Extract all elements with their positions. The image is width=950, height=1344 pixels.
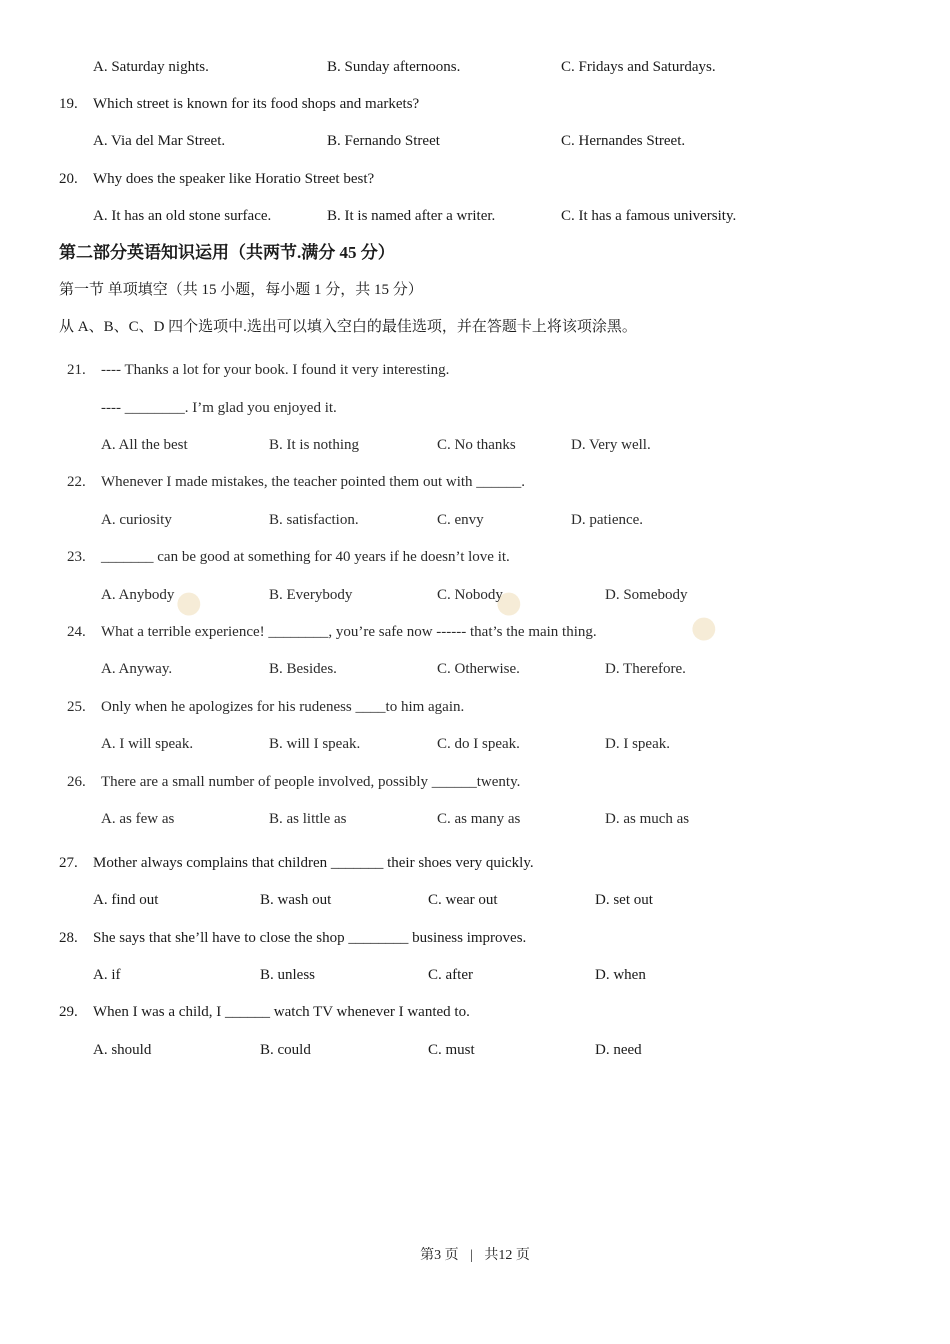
q20-stem: Why does the speaker like Horatio Street best? (93, 171, 375, 187)
q29-option-d: D. need (595, 1042, 642, 1058)
part2-title: 第二部分英语知识运用（共两节.满分 45 分） (59, 243, 395, 262)
q20-number: 20. (59, 171, 78, 187)
q25-number: 25. (67, 699, 86, 715)
q28-option-c: C. after (428, 967, 473, 983)
q24-stem: What a terrible experience! ________, you’re safe now ------ that’s the main thing. (101, 624, 597, 640)
q20-option-b: B. It is named after a writer. (327, 208, 496, 224)
q27-stem: Mother always complains that children _______ their shoes very quickly. (93, 855, 534, 871)
q26-option-c: C. as many as (437, 811, 521, 827)
footer-separator: | (470, 1248, 473, 1263)
q22-number: 22. (67, 474, 86, 490)
q28-option-a: A. if (93, 967, 121, 983)
q28-option-d: D. when (595, 967, 646, 983)
section1-instruction: 从 A、B、C、D 四个选项中.选出可以填入空白的最佳选项，并在答题卡上将该项涂黑。 (59, 319, 637, 335)
page-footer (0, 1244, 950, 1264)
q24-option-c: C. Otherwise. (437, 661, 520, 677)
q24-option-b: B. Besides. (269, 661, 337, 677)
q29-option-b: B. could (260, 1042, 311, 1058)
section1-title: 第一节 单项填空（共 15 小题，每小题 1 分，共 15 分） (59, 282, 423, 298)
q23-option-b: B. Everybody (269, 587, 353, 603)
q25-option-b: B. will I speak. (269, 736, 361, 752)
q18-option-c: C. Fridays and Saturdays. (561, 59, 716, 75)
q19-option-c: C. Hernandes Street. (561, 133, 686, 149)
footer-page-number: 第3 页 (420, 1248, 459, 1263)
q22-option-c: C. envy (437, 512, 484, 528)
q26-stem: There are a small number of people involved, possibly ______twenty. (101, 774, 521, 790)
q26-number: 26. (67, 774, 86, 790)
q23-number: 23. (67, 549, 86, 565)
q19-number: 19. (59, 96, 78, 112)
q27-option-d: D. set out (595, 892, 653, 908)
q27-option-a: A. find out (93, 892, 159, 908)
q18-option-a: A. Saturday nights. (93, 59, 209, 75)
q22-option-b: B. satisfaction. (269, 512, 359, 528)
q23-option-a: A. Anybody (101, 587, 175, 603)
q21-option-d: D. Very well. (571, 437, 651, 453)
watermark-mark: ● (683, 606, 723, 649)
q22-option-a: A. curiosity (101, 512, 172, 528)
q28-number: 28. (59, 930, 78, 946)
q26-option-a: A. as few as (101, 811, 175, 827)
q21-number: 21. (67, 362, 86, 378)
q22-stem: Whenever I made mistakes, the teacher pointed them out with ______. (101, 474, 526, 490)
q21-option-b: B. It is nothing (269, 437, 360, 453)
q23-option-d: D. Somebody (605, 587, 688, 603)
q23-stem: _______ can be good at something for 40 years if he doesn’t love it. (101, 549, 510, 565)
q29-option-c: C. must (428, 1042, 475, 1058)
q22-option-d: D. patience. (571, 512, 644, 528)
q24-number: 24. (67, 624, 86, 640)
q25-option-d: D. I speak. (605, 736, 670, 752)
q26-option-d: D. as much as (605, 811, 690, 827)
q29-stem: When I was a child, I ______ watch TV whenever I wanted to. (93, 1004, 470, 1020)
q27-option-b: B. wash out (260, 892, 332, 908)
q25-option-c: C. do I speak. (437, 736, 520, 752)
q21-stem-line2: ---- ________. I’m glad you enjoyed it. (101, 400, 337, 416)
q27-number: 27. (59, 855, 78, 871)
watermark-mark: ● (488, 581, 528, 624)
q26-option-b: B. as little as (269, 811, 347, 827)
q25-option-a: A. I will speak. (101, 736, 194, 752)
q21-stem-line1: ---- Thanks a lot for your book. I found it very interesting. (101, 362, 450, 378)
q24-option-d: D. Therefore. (605, 661, 686, 677)
q29-number: 29. (59, 1004, 78, 1020)
q21-option-a: A. All the best (101, 437, 188, 453)
q28-option-b: B. unless (260, 967, 316, 983)
footer-total-pages: 共12 页 (484, 1248, 530, 1263)
q18-option-b: B. Sunday afternoons. (327, 59, 461, 75)
q27-option-c: C. wear out (428, 892, 498, 908)
q19-option-b: B. Fernando Street (327, 133, 440, 149)
q25-stem: Only when he apologizes for his rudeness ____to him again. (101, 699, 465, 715)
q19-option-a: A. Via del Mar Street. (93, 133, 226, 149)
q20-option-c: C. It has a famous university. (561, 208, 737, 224)
watermark-mark: ● (168, 581, 208, 624)
q19-stem: Which street is known for its food shops and markets? (93, 96, 420, 112)
q29-option-a: A. should (93, 1042, 152, 1058)
q20-option-a: A. It has an old stone surface. (93, 208, 272, 224)
q23-option-c: C. Nobody (437, 587, 503, 603)
q24-option-a: A. Anyway. (101, 661, 173, 677)
q21-option-c: C. No thanks (437, 437, 516, 453)
q28-stem: She says that she’ll have to close the shop ________ business improves. (93, 930, 527, 946)
